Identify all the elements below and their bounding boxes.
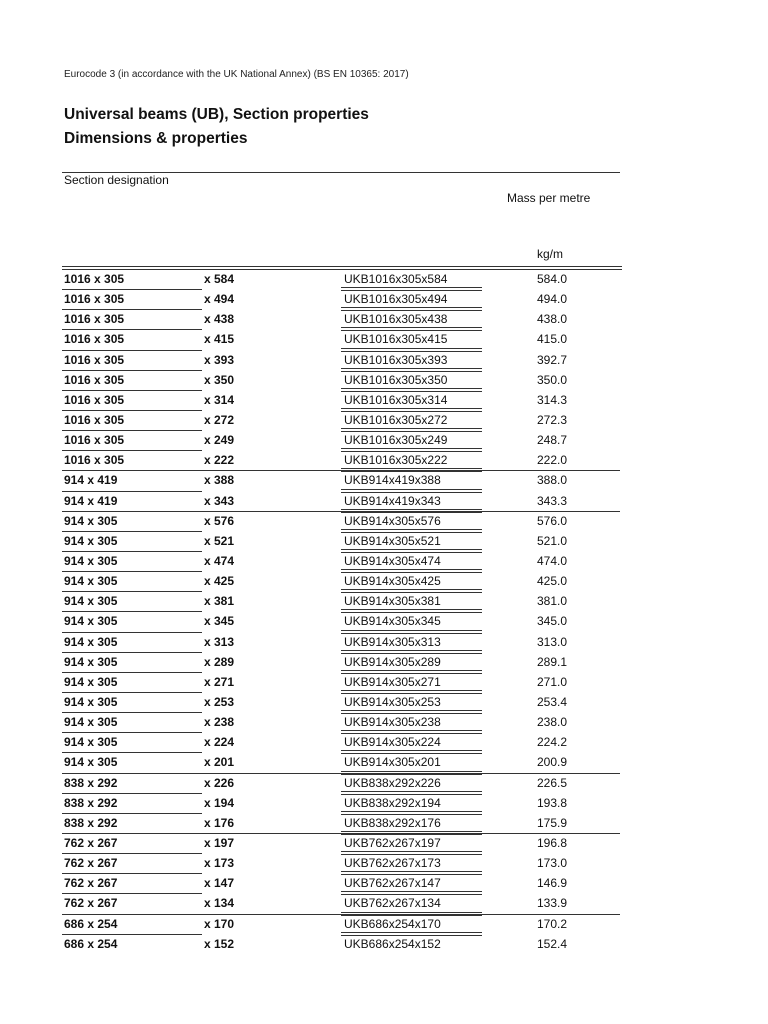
mass-per-metre-value: 388.0 [536,473,567,488]
mass-code: x 253 [204,694,235,709]
mass-code: x 381 [204,594,235,609]
designation-double-rule [341,831,482,835]
mass-code: x 222 [204,453,235,468]
mass-code: x 425 [204,574,235,589]
mass-code: x 438 [204,312,235,327]
serial-size: 762 x 267 [64,876,118,891]
mass-per-metre-value: 272.3 [536,412,567,427]
mass-code: x 314 [204,392,235,407]
section-designation: UKB914x305x313 [344,634,441,649]
section-designation: UKB1016x305x438 [344,312,448,327]
serial-size: 1016 x 305 [64,332,125,347]
serial-size: 762 x 267 [64,896,118,911]
serial-size: 914 x 305 [64,715,118,730]
mass-code: x 584 [204,272,235,286]
mass-code: x 521 [204,533,235,548]
section-designation: UKB914x305x238 [344,715,441,730]
section-designation: UKB914x305x381 [344,594,441,609]
mass-code: x 289 [204,654,235,669]
serial-size: 1016 x 305 [64,292,125,307]
column-unit-kg-per-m: kg/m [537,247,564,261]
mass-per-metre-value: 438.0 [536,312,567,327]
section-designation: UKB914x305x201 [344,755,441,770]
section-designation: UKB686x254x170 [344,916,441,931]
serial-size: 914 x 305 [64,755,118,770]
mass-per-metre-value: 146.9 [536,876,567,891]
mass-code: x 249 [204,433,235,448]
mass-code: x 134 [204,896,235,911]
serial-size: 1016 x 305 [64,352,125,367]
mass-code: x 345 [204,614,235,629]
mass-per-metre-value: 381.0 [536,594,567,609]
section-designation: UKB1016x305x314 [344,392,448,407]
mass-code: x 313 [204,634,235,649]
mass-per-metre-value: 133.9 [536,896,567,911]
section-designation: UKB1016x305x393 [344,352,448,367]
designation-double-rule [341,549,482,553]
designation-double-rule [341,287,482,291]
mass-per-metre-value: 314.3 [536,392,567,407]
serial-size: 1016 x 305 [64,272,125,286]
designation-double-rule [341,771,482,775]
section-designation: UKB1016x305x584 [344,272,448,286]
designation-double-rule [341,468,482,472]
designation-double-rule [341,851,482,855]
mass-per-metre-value: 343.3 [536,493,567,508]
serial-size: 686 x 254 [64,916,118,931]
section-designation: UKB914x419x343 [344,493,441,508]
mass-code: x 576 [204,513,235,528]
designation-double-rule [341,650,482,654]
designation-double-rule [341,348,482,352]
mass-code: x 272 [204,412,235,427]
section-designation: UKB914x305x271 [344,674,441,689]
designation-double-rule [341,307,482,311]
mass-code: x 343 [204,493,235,508]
designation-double-rule [341,529,482,533]
mass-per-metre-value: 584.0 [536,272,567,286]
designation-double-rule [341,811,482,815]
mass-code: x 350 [204,372,235,387]
serial-size: 914 x 305 [64,735,118,750]
mass-code: x 173 [204,856,235,871]
section-designation: UKB762x267x134 [344,896,441,911]
designation-double-rule [341,750,482,754]
serial-size: 914 x 419 [64,493,118,508]
designation-double-rule [341,327,482,331]
designation-double-rule [341,589,482,593]
mass-per-metre-value: 248.7 [536,433,567,448]
page-title: Universal beams (UB), Section properties [64,106,369,123]
section-designation: UKB762x267x173 [344,856,441,871]
section-designation: UKB914x305x474 [344,553,441,568]
mass-per-metre-value: 253.4 [536,694,567,709]
section-table [0,270,768,955]
mass-code: x 226 [204,775,235,790]
section-designation: UKB838x292x226 [344,775,441,790]
mass-code: x 415 [204,332,235,347]
designation-double-rule [341,489,482,493]
mass-per-metre-value: 392.7 [536,352,567,367]
section-designation: UKB914x305x289 [344,654,441,669]
serial-size: 914 x 305 [64,614,118,629]
serial-size: 914 x 305 [64,594,118,609]
mass-per-metre-value: 474.0 [536,553,567,568]
mass-code: x 197 [204,835,235,850]
section-designation: UKB914x305x224 [344,735,441,750]
designation-double-rule [341,630,482,634]
standard-reference: Eurocode 3 (in accordance with the UK National Annex) (BS EN 10365: 2017) [64,69,409,80]
section-designation: UKB1016x305x350 [344,372,448,387]
serial-size: 838 x 292 [64,815,118,830]
mass-per-metre-value: 350.0 [536,372,567,387]
column-header-mass-per-metre: Mass per metre [507,191,591,205]
mass-code: x 494 [204,292,235,307]
serial-size: 1016 x 305 [64,433,125,448]
serial-size: 914 x 305 [64,654,118,669]
section-designation: UKB838x292x176 [344,815,441,830]
mass-code: x 194 [204,795,235,810]
mass-per-metre-value: 224.2 [536,735,567,750]
mass-per-metre-value: 521.0 [536,533,567,548]
mass-per-metre-value: 152.4 [536,936,567,951]
column-header-section-designation: Section designation [64,173,169,187]
designation-double-rule [341,932,482,936]
designation-double-rule [341,388,482,392]
section-designation: UKB914x419x388 [344,473,441,488]
section-designation: UKB686x254x152 [344,936,441,951]
designation-double-rule [341,730,482,734]
section-designation: UKB1016x305x494 [344,292,448,307]
mass-per-metre-value: 238.0 [536,715,567,730]
section-designation: UKB914x305x425 [344,574,441,589]
serial-size: 1016 x 305 [64,372,125,387]
section-designation: UKB914x305x521 [344,533,441,548]
mass-code: x 176 [204,815,235,830]
designation-double-rule [341,569,482,573]
mass-code: x 393 [204,352,235,367]
mass-per-metre-value: 170.2 [536,916,567,931]
mass-per-metre-value: 175.9 [536,815,567,830]
serial-size: 914 x 305 [64,574,118,589]
mass-per-metre-value: 415.0 [536,332,567,347]
designation-double-rule [341,609,482,613]
mass-per-metre-value: 289.1 [536,654,567,669]
mass-per-metre-value: 226.5 [536,775,567,790]
serial-size: 914 x 419 [64,473,118,488]
designation-double-rule [341,791,482,795]
section-designation: UKB762x267x197 [344,835,441,850]
section-designation: UKB838x292x194 [344,795,441,810]
designation-double-rule [341,912,482,916]
serial-size: 838 x 292 [64,775,118,790]
mass-per-metre-value: 345.0 [536,614,567,629]
designation-double-rule [341,448,482,452]
section-designation: UKB914x305x576 [344,513,441,528]
serial-size: 914 x 305 [64,553,118,568]
designation-double-rule [341,428,482,432]
section-designation: UKB1016x305x272 [344,412,448,427]
mass-per-metre-value: 576.0 [536,513,567,528]
mass-code: x 147 [204,876,235,891]
serial-size: 914 x 305 [64,533,118,548]
mass-per-metre-value: 494.0 [536,292,567,307]
serial-size: 914 x 305 [64,634,118,649]
designation-double-rule [341,871,482,875]
designation-double-rule [341,509,482,513]
mass-code: x 201 [204,755,235,770]
mass-code: x 224 [204,735,235,750]
mass-per-metre-value: 196.8 [536,835,567,850]
designation-double-rule [341,891,482,895]
mass-per-metre-value: 271.0 [536,674,567,689]
serial-size: 914 x 305 [64,694,118,709]
serial-size: 1016 x 305 [64,312,125,327]
section-designation: UKB1016x305x415 [344,332,448,347]
serial-size: 914 x 305 [64,674,118,689]
serial-size: 1016 x 305 [64,412,125,427]
mass-per-metre-value: 222.0 [536,453,567,468]
serial-size: 838 x 292 [64,795,118,810]
section-designation: UKB914x305x345 [344,614,441,629]
mass-per-metre-value: 173.0 [536,856,567,871]
mass-code: x 238 [204,715,235,730]
mass-code: x 388 [204,473,235,488]
serial-size: 914 x 305 [64,513,118,528]
serial-size: 686 x 254 [64,936,118,951]
section-designation: UKB762x267x147 [344,876,441,891]
designation-double-rule [341,368,482,372]
serial-size: 762 x 267 [64,835,118,850]
mass-per-metre-value: 313.0 [536,634,567,649]
mass-per-metre-value: 425.0 [536,574,567,589]
section-designation: UKB1016x305x249 [344,433,448,448]
serial-size: 1016 x 305 [64,453,125,468]
mass-code: x 474 [204,553,235,568]
page-subtitle: Dimensions & properties [64,130,248,147]
serial-size: 1016 x 305 [64,392,125,407]
mass-per-metre-value: 200.9 [536,755,567,770]
table-header-rule [62,266,622,267]
table-row [0,935,768,955]
designation-double-rule [341,408,482,412]
designation-double-rule [341,710,482,714]
designation-double-rule [341,670,482,674]
designation-double-rule [341,690,482,694]
section-designation: UKB1016x305x222 [344,453,448,468]
mass-code: x 170 [204,916,235,931]
mass-per-metre-value: 193.8 [536,795,567,810]
serial-size: 762 x 267 [64,856,118,871]
mass-code: x 152 [204,936,235,951]
mass-code: x 271 [204,674,235,689]
section-designation: UKB914x305x253 [344,694,441,709]
